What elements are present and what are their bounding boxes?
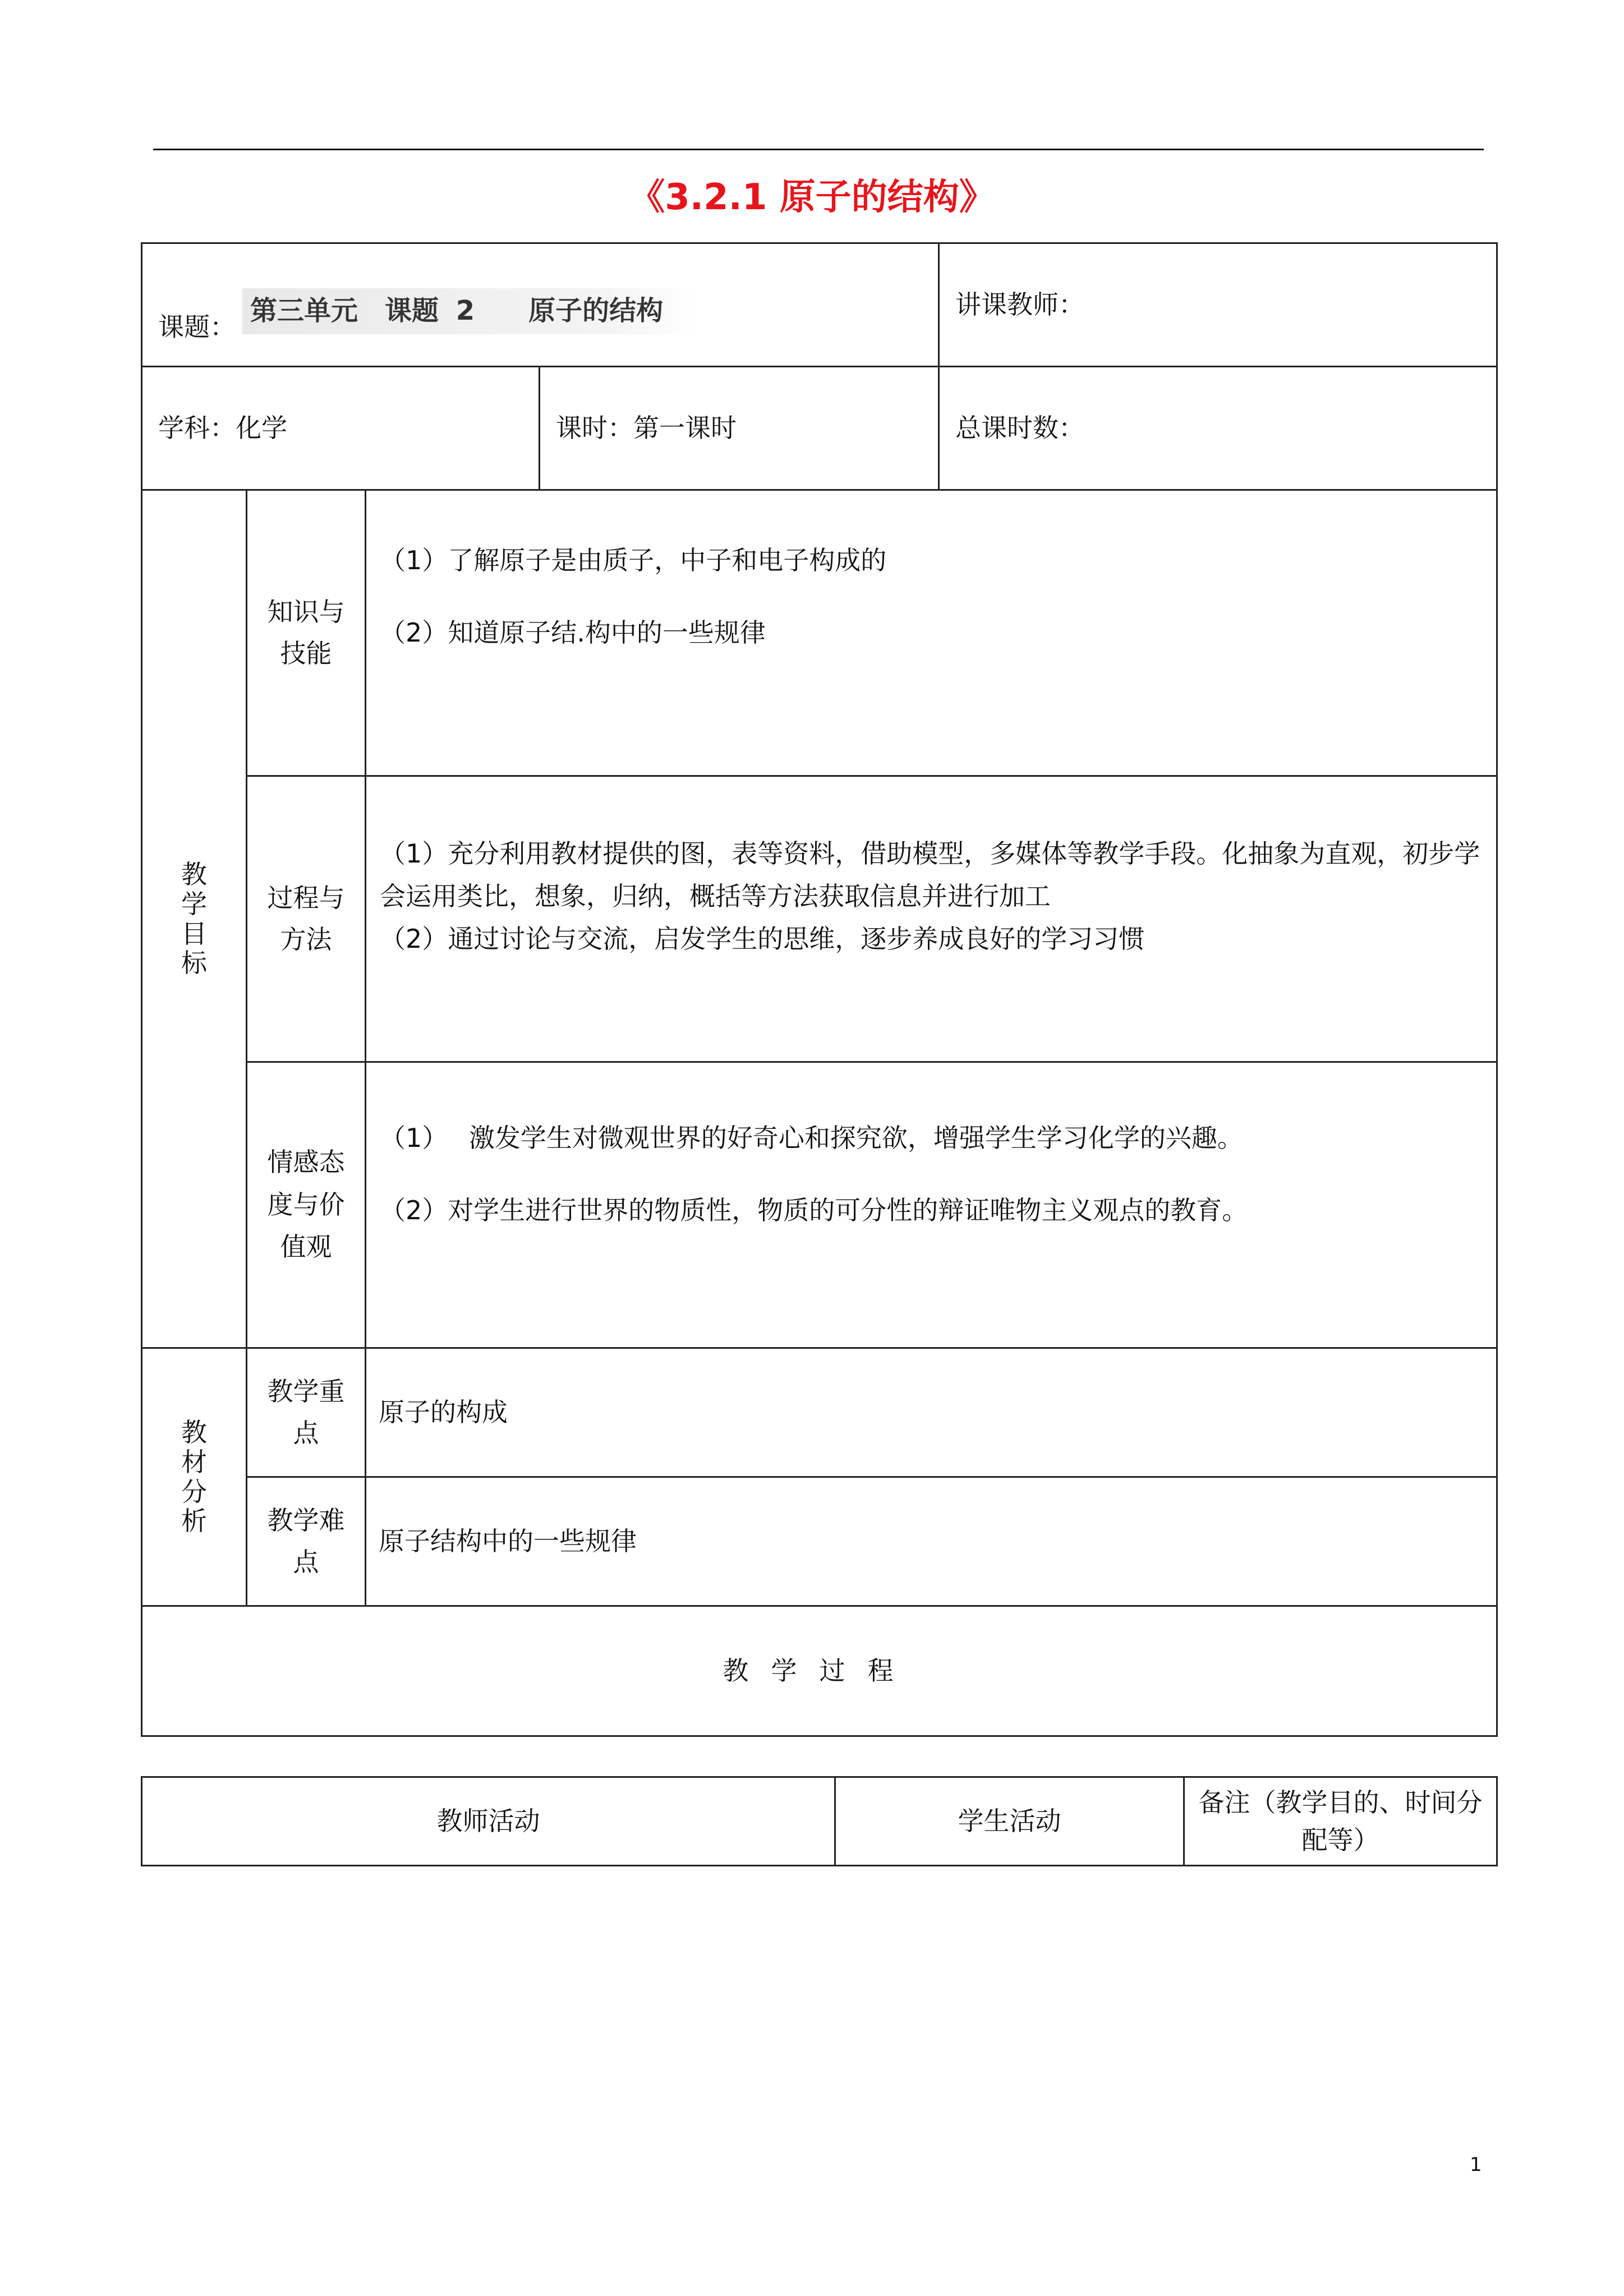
lesson-text: 课时：第一课时	[556, 413, 737, 443]
subject-row	[142, 367, 1497, 490]
category-line: 技能	[280, 638, 332, 668]
process-heading-row	[142, 1606, 1497, 1736]
objective-category-knowledge	[247, 490, 366, 776]
analysis-label	[142, 1348, 247, 1606]
subject-text: 学科：化学	[158, 413, 287, 443]
notes-header	[1184, 1777, 1497, 1866]
objective-row-process	[142, 776, 1497, 1062]
category-line: 方法	[280, 924, 332, 955]
analysis-row-difficulty	[142, 1477, 1497, 1606]
objective-category-process	[247, 776, 366, 1062]
category-line: 值观	[280, 1232, 332, 1262]
student-activity-text: 学生活动	[958, 1806, 1061, 1836]
analysis-label-char: 分	[181, 1476, 207, 1507]
teacher-cell	[939, 243, 1497, 367]
difficulty-label-line: 点	[293, 1546, 319, 1577]
objective-row-knowledge	[142, 490, 1497, 776]
key-point-label-line: 教学重	[267, 1376, 345, 1407]
document-title: 《3.2.1 原子的结构》	[629, 177, 995, 218]
category-line: 情感态	[267, 1146, 345, 1177]
objectives-label-char: 学	[181, 888, 207, 919]
teacher-activity-text: 教师活动	[436, 1806, 540, 1836]
subject-cell	[142, 367, 540, 490]
key-point-text: 原子的构成	[379, 1397, 508, 1427]
analysis-label-char: 材	[181, 1446, 207, 1477]
process-heading-cell	[142, 1606, 1497, 1736]
teacher-activity-header	[142, 1777, 835, 1866]
category-line: 度与价	[267, 1189, 345, 1220]
activities-header-row	[142, 1777, 1497, 1866]
lesson-cell	[540, 367, 939, 490]
key-point-label-line: 点	[293, 1417, 319, 1448]
topic-row	[142, 243, 1497, 367]
analysis-label-char: 析	[181, 1506, 207, 1537]
student-activity-header	[835, 1777, 1184, 1866]
key-point-value	[366, 1348, 1497, 1477]
objective-item: （1）了解原子是由质子，中子和电子构成的	[380, 545, 887, 575]
difficulty-value	[366, 1477, 1497, 1606]
total-lessons-cell	[939, 367, 1497, 490]
topic-cell	[142, 243, 939, 367]
total-lessons-text: 总课时数：	[955, 413, 1084, 443]
objective-row-attitude	[142, 1062, 1497, 1348]
topic-value: 第三单元 课题 2 原子的结构	[242, 288, 697, 334]
difficulty-label	[247, 1477, 366, 1606]
teacher-label: 讲课教师：	[955, 289, 1084, 320]
page-number: 1	[1470, 2154, 1482, 2176]
objective-item: （2）知道原子结.构中的一些规律	[380, 617, 766, 648]
objective-content-knowledge	[366, 490, 1497, 776]
objective-category-attitude	[247, 1062, 366, 1348]
objective-item: （2）对学生进行世界的物质性，物质的可分性的辩证唯物主义观点的教育。	[380, 1195, 1248, 1225]
activities-table	[141, 1776, 1498, 1866]
objective-content-attitude	[366, 1062, 1497, 1348]
objectives-label-char: 教	[181, 859, 207, 889]
difficulty-label-line: 教学难	[267, 1505, 345, 1536]
category-line: 过程与	[267, 882, 345, 913]
objectives-label	[142, 490, 247, 1348]
key-point-label	[247, 1348, 366, 1477]
notes-text: 备注（教学目的、时间分配等）	[1198, 1787, 1483, 1855]
process-heading: 教学过程	[723, 1656, 916, 1686]
difficulty-text: 原子结构中的一些规律	[379, 1526, 637, 1556]
lesson-plan-table	[141, 242, 1498, 1737]
objectives-label-char: 标	[181, 948, 207, 979]
header-rule	[153, 149, 1484, 150]
objectives-label-char: 目	[181, 918, 207, 949]
objective-item: （1）充分利用教材提供的图，表等资料，借助模型，多媒体等教学手段。化抽象为直观，初步学会运用类比，想象，归纳，概括等方法获取信息并进行加工	[380, 838, 1480, 911]
objective-content-process	[366, 776, 1497, 1062]
objective-item: （2）通过讨论与交流，启发学生的思维，逐步养成良好的学习习惯	[380, 923, 1145, 954]
analysis-label-char: 教	[181, 1417, 207, 1447]
category-line: 知识与	[267, 596, 345, 627]
objective-item: （1） 激发学生对微观世界的好奇心和探究欲，增强学生学习化学的兴趣。	[380, 1123, 1243, 1153]
topic-label: 课题：	[158, 312, 236, 342]
analysis-row-key	[142, 1348, 1497, 1477]
